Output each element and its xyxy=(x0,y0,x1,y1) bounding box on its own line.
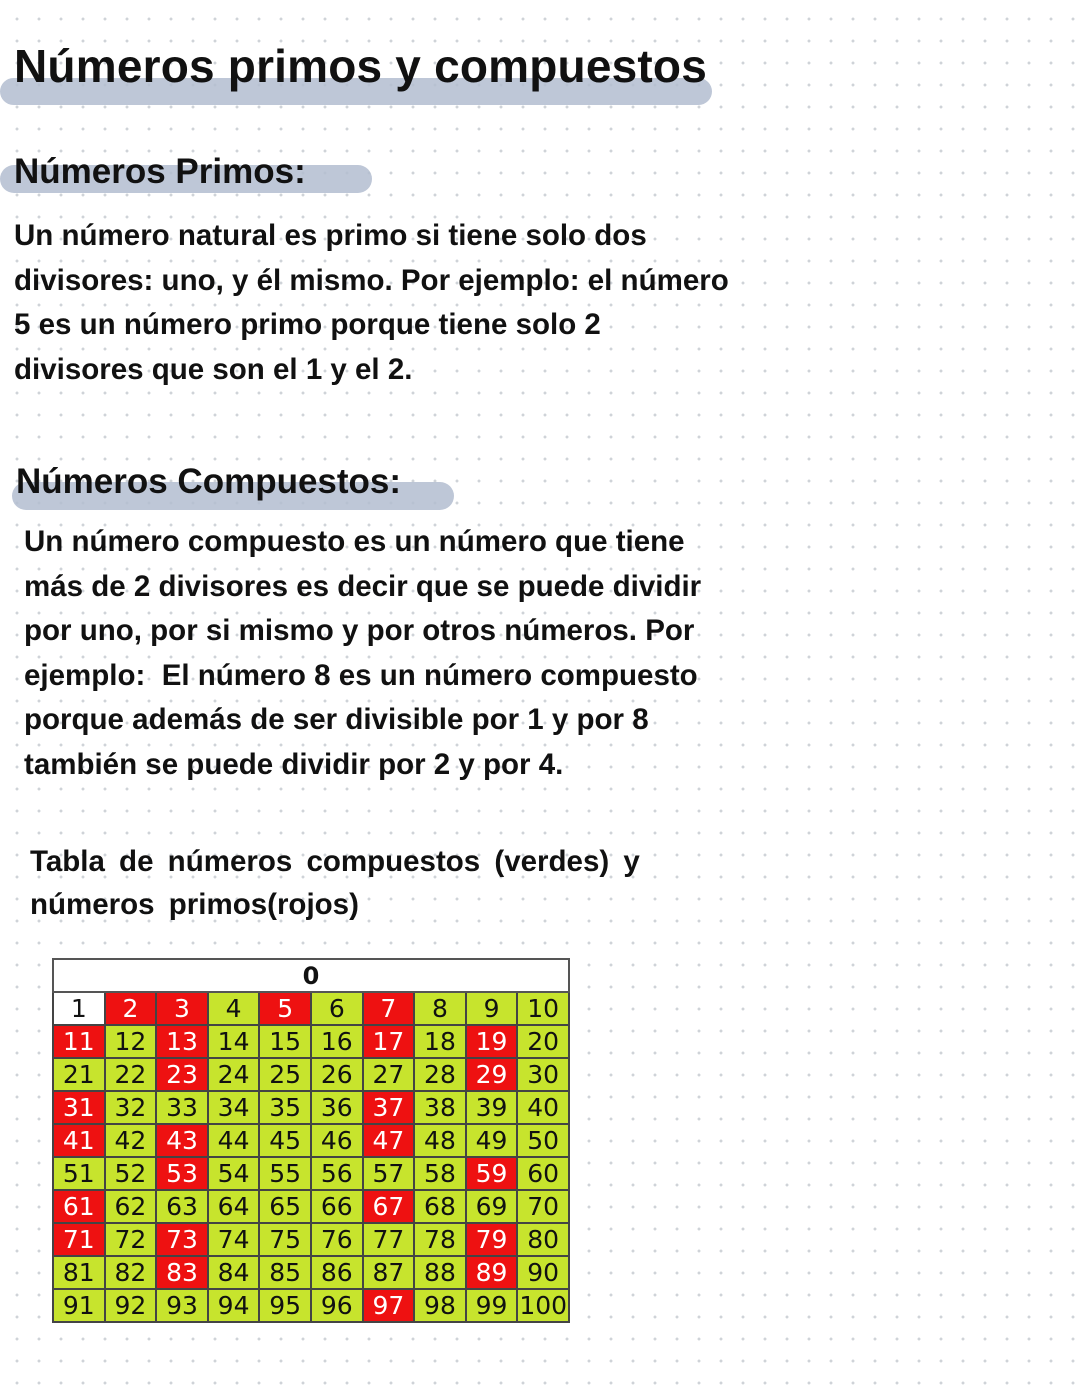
composite-cell: 34 xyxy=(208,1091,260,1124)
composite-cell: 77 xyxy=(363,1223,415,1256)
table-row xyxy=(53,1025,569,1058)
composite-cell: 93 xyxy=(156,1289,208,1322)
text-line: porque además de ser divisible por 1 y por 8 xyxy=(24,703,649,736)
composite-cell: 50 xyxy=(517,1124,569,1157)
composite-cell: 46 xyxy=(311,1124,363,1157)
composite-cell: 64 xyxy=(208,1190,260,1223)
composite-cell: 6 xyxy=(311,992,363,1025)
prime-cell: 47 xyxy=(363,1124,415,1157)
table-row xyxy=(53,992,569,1025)
prime-cell: 79 xyxy=(466,1223,518,1256)
prime-cell: 5 xyxy=(259,992,311,1025)
composite-cell: 35 xyxy=(259,1091,311,1124)
composite-cell: 40 xyxy=(517,1091,569,1124)
prime-cell: 97 xyxy=(363,1289,415,1322)
unit-cell: 1 xyxy=(53,992,105,1025)
composite-cell: 20 xyxy=(517,1025,569,1058)
composite-cell: 69 xyxy=(466,1190,518,1223)
prime-cell: 31 xyxy=(53,1091,105,1124)
prime-cell: 7 xyxy=(363,992,415,1025)
composite-cell: 82 xyxy=(105,1256,157,1289)
caption-line: números primos(rojos) xyxy=(30,888,359,921)
primos-definition xyxy=(14,214,774,392)
prime-cell: 13 xyxy=(156,1025,208,1058)
composite-cell: 58 xyxy=(414,1157,466,1190)
table-row xyxy=(53,1058,569,1091)
prime-cell: 23 xyxy=(156,1058,208,1091)
composite-cell: 44 xyxy=(208,1124,260,1157)
table-row xyxy=(53,1124,569,1157)
text-line: divisores: uno, y él mismo. Por ejemplo: el número xyxy=(14,263,729,297)
composite-cell: 57 xyxy=(363,1157,415,1190)
composite-cell: 51 xyxy=(53,1157,105,1190)
composite-cell: 24 xyxy=(208,1058,260,1091)
composite-cell: 36 xyxy=(311,1091,363,1124)
composite-cell: 75 xyxy=(259,1223,311,1256)
composite-cell: 32 xyxy=(105,1091,157,1124)
prime-cell: 83 xyxy=(156,1256,208,1289)
composite-cell: 86 xyxy=(311,1256,363,1289)
prime-cell: 43 xyxy=(156,1124,208,1157)
prime-cell: 19 xyxy=(466,1025,518,1058)
table-body xyxy=(53,992,569,1322)
composite-cell: 18 xyxy=(414,1025,466,1058)
prime-cell: 17 xyxy=(363,1025,415,1058)
text-line: más de 2 divisores es decir que se puede dividir xyxy=(24,569,702,603)
composite-cell: 63 xyxy=(156,1190,208,1223)
prime-cell: 73 xyxy=(156,1223,208,1256)
composite-cell: 9 xyxy=(466,992,518,1025)
text-line: ejemplo: El número 8 es un número compuesto xyxy=(24,658,698,692)
composite-cell: 88 xyxy=(414,1256,466,1289)
composite-cell: 85 xyxy=(259,1256,311,1289)
composite-cell: 22 xyxy=(105,1058,157,1091)
composite-cell: 25 xyxy=(259,1058,311,1091)
composite-cell: 78 xyxy=(414,1223,466,1256)
composite-cell: 94 xyxy=(208,1289,260,1322)
composite-cell: 45 xyxy=(259,1124,311,1157)
composite-cell: 72 xyxy=(105,1223,157,1256)
composite-cell: 80 xyxy=(517,1223,569,1256)
prime-cell: 11 xyxy=(53,1025,105,1058)
text-line: por uno, por si mismo y por otros números. Por xyxy=(24,614,695,647)
composite-cell: 76 xyxy=(311,1223,363,1256)
text-line: divisores que son el 1 y el 2. xyxy=(14,352,413,386)
composite-cell: 54 xyxy=(208,1157,260,1190)
composite-cell: 27 xyxy=(363,1058,415,1091)
table-caption xyxy=(30,840,710,926)
composite-cell: 87 xyxy=(363,1256,415,1289)
table-row xyxy=(53,1223,569,1256)
text-line: Un número natural es primo si tiene solo dos xyxy=(14,219,647,252)
prime-cell: 53 xyxy=(156,1157,208,1190)
composite-cell: 49 xyxy=(466,1124,518,1157)
composite-cell: 84 xyxy=(208,1256,260,1289)
composite-cell: 56 xyxy=(311,1157,363,1190)
compuestos-definition xyxy=(24,520,764,787)
primos-heading: Números Primos: xyxy=(14,152,306,191)
table-row xyxy=(53,1289,569,1322)
prime-cell: 61 xyxy=(53,1190,105,1223)
composite-cell: 60 xyxy=(517,1157,569,1190)
prime-cell: 29 xyxy=(466,1058,518,1091)
caption-line: Tabla de números compuestos (verdes) y xyxy=(30,845,640,878)
composite-cell: 14 xyxy=(208,1025,260,1058)
table-header: 0 xyxy=(53,959,569,992)
composite-cell: 91 xyxy=(53,1289,105,1322)
prime-cell: 71 xyxy=(53,1223,105,1256)
composite-cell: 52 xyxy=(105,1157,157,1190)
composite-cell: 10 xyxy=(517,992,569,1025)
table-header-row xyxy=(53,959,569,992)
table-row xyxy=(53,1190,569,1223)
composite-cell: 16 xyxy=(311,1025,363,1058)
prime-cell: 37 xyxy=(363,1091,415,1124)
prime-cell: 67 xyxy=(363,1190,415,1223)
composite-cell: 70 xyxy=(517,1190,569,1223)
prime-cell: 3 xyxy=(156,992,208,1025)
composite-cell: 30 xyxy=(517,1058,569,1091)
composite-cell: 42 xyxy=(105,1124,157,1157)
number-table xyxy=(52,958,570,1323)
composite-cell: 4 xyxy=(208,992,260,1025)
table-row xyxy=(53,1256,569,1289)
composite-cell: 96 xyxy=(311,1289,363,1322)
composite-cell: 99 xyxy=(466,1289,518,1322)
composite-cell: 26 xyxy=(311,1058,363,1091)
table-row xyxy=(53,1157,569,1190)
composite-cell: 81 xyxy=(53,1256,105,1289)
text-line: Un número compuesto es un número que tiene xyxy=(24,525,685,558)
composite-cell: 68 xyxy=(414,1190,466,1223)
composite-cell: 98 xyxy=(414,1289,466,1322)
composite-cell: 21 xyxy=(53,1058,105,1091)
text-line: también se puede dividir por 2 y por 4. xyxy=(24,747,564,781)
page-title: Números primos y compuestos xyxy=(14,40,708,92)
composite-cell: 15 xyxy=(259,1025,311,1058)
composite-cell: 39 xyxy=(466,1091,518,1124)
text-line: 5 es un número primo porque tiene solo 2 xyxy=(14,308,601,341)
composite-cell: 55 xyxy=(259,1157,311,1190)
composite-cell: 95 xyxy=(259,1289,311,1322)
composite-cell: 74 xyxy=(208,1223,260,1256)
composite-cell: 90 xyxy=(517,1256,569,1289)
prime-cell: 41 xyxy=(53,1124,105,1157)
composite-cell: 28 xyxy=(414,1058,466,1091)
prime-cell: 89 xyxy=(466,1256,518,1289)
prime-cell: 2 xyxy=(105,992,157,1025)
composite-cell: 66 xyxy=(311,1190,363,1223)
composite-cell: 8 xyxy=(414,992,466,1025)
composite-cell: 92 xyxy=(105,1289,157,1322)
composite-cell: 12 xyxy=(105,1025,157,1058)
composite-cell: 65 xyxy=(259,1190,311,1223)
compuestos-heading: Números Compuestos: xyxy=(16,462,402,501)
composite-cell: 48 xyxy=(414,1124,466,1157)
prime-cell: 59 xyxy=(466,1157,518,1190)
table-row xyxy=(53,1091,569,1124)
composite-cell: 100 xyxy=(519,1291,568,1320)
composite-cell: 62 xyxy=(105,1190,157,1223)
composite-cell: 38 xyxy=(414,1091,466,1124)
composite-cell: 33 xyxy=(156,1091,208,1124)
